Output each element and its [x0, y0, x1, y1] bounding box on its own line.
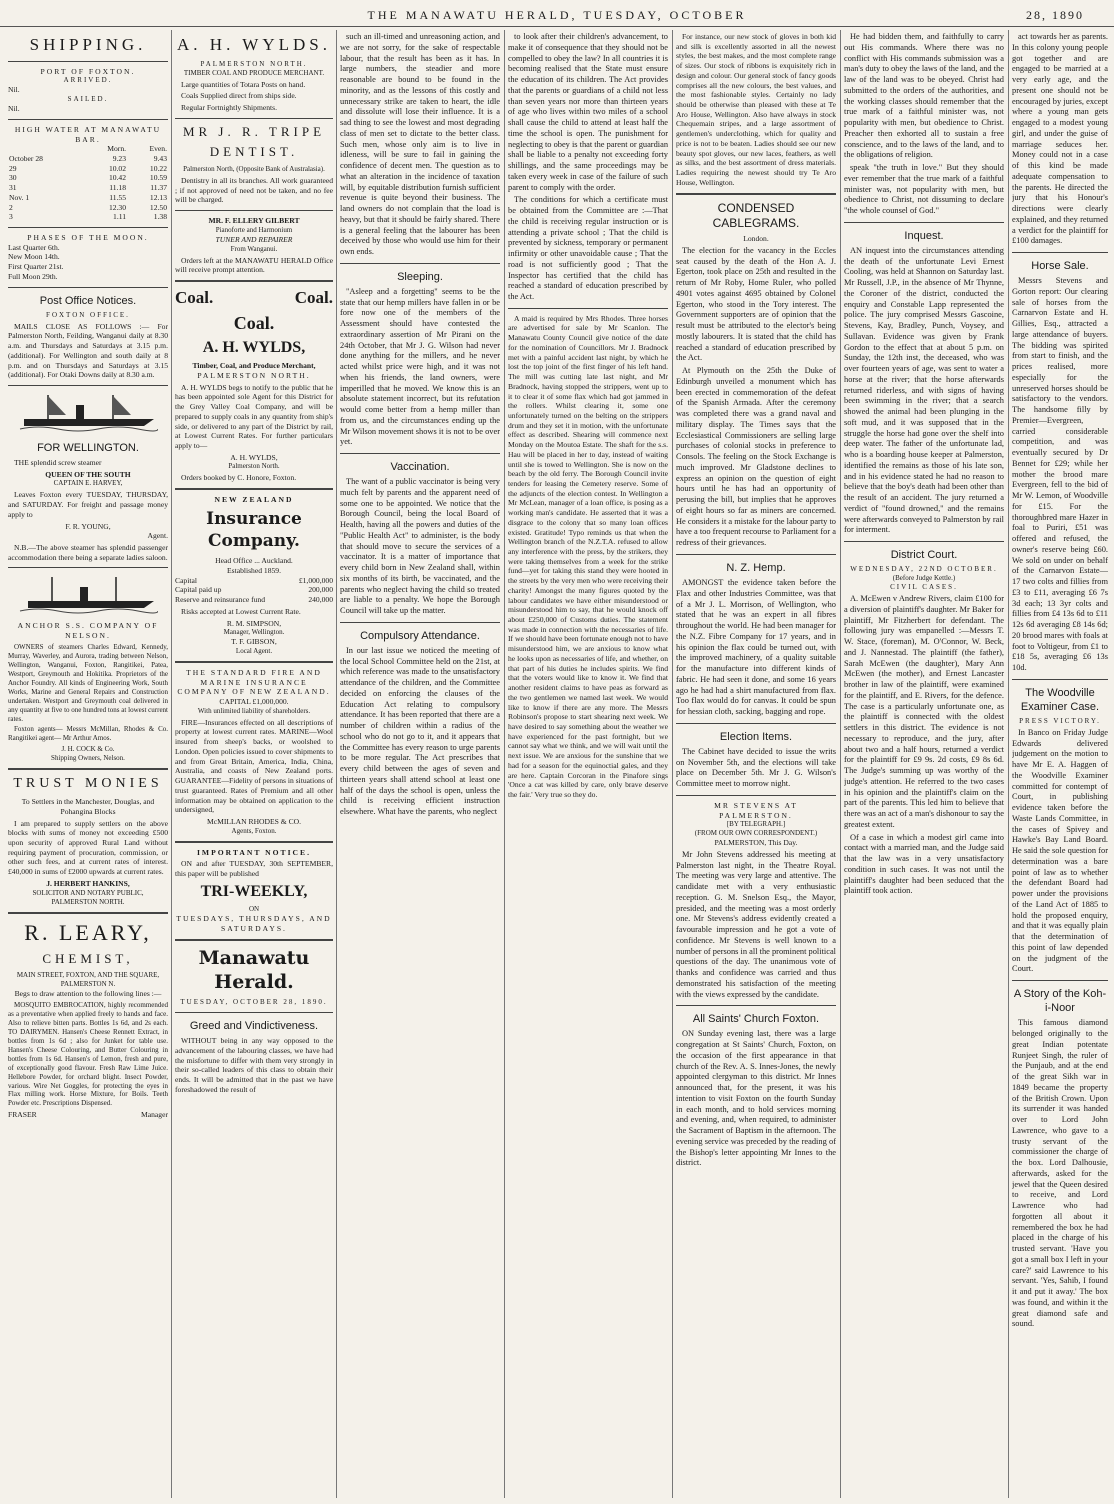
wylds2-place: PALMERSTON NORTH. [197, 370, 311, 380]
column-2 [175, 30, 333, 1500]
moon-title: PHASES OF THE MOON. [27, 233, 149, 242]
tide-header: Even. [149, 144, 167, 154]
tide-even: 12.13 [149, 192, 167, 202]
tide-morn: 11.18 [109, 183, 127, 193]
simpson-role: Manager, Wellington. [223, 628, 285, 637]
wellington-title: FOR WELLINGTON. [37, 441, 139, 454]
tripe-address: Palmerston North, (Opposite Bank of Australasia). [183, 165, 325, 174]
insurance-risks: Risks accepted at Lowest Current Rate. [181, 606, 301, 616]
horse-text: Messrs Stevens and Gorton report: Our clearing sale of horses from the Carnarvon Estate and H. Gillies, Esq., attracted a large attendance of buyers. The bidding was spirited from start to finish, and the prices realised, more especially for the unreserved horses should be satisfactory to the vendors. The handsome filly by Premier—Evergreen, carried considerable competition, and was eventually secured by Dr Bennet for £29; while her mother the brood mare Evergreen, fell to the bid of Mr W. Lemon, of Woodville for £15. For the thoroughbred mare Hazer in foal to Puriri, £51 was offered and refused, the owner's reserve being £60. We sold on under on behalf of the Carnarvon Estate—17 two colts and fillies from £3 to £11, averaging £6 7s 3d each; 13 3yr colts and fillies from £4 13s 6d to £11 12s 6d averaging £8 14s 6d; 20 brood mares with foals at foot to Voltigeur, from £1 to £18 5s, averaging £6 13s 10d. [1012, 276, 1108, 673]
court-before: (Before Judge Kettle.) [892, 574, 956, 583]
anchor-text: OWNERS of steamers Charles Edward, Kennedy, Murray, Waverley, and Aurora, trading between Nelson, Wellington, Wanganui, Foxton, Rangitikei, Patea, Westport, Greymouth and Hokitika. Proprietors of the Anchor Foundry. All kinds of Engineering Work, South Works, Marine and General Repairs and Construction undertaken. Westport and Greymouth coal delivered in any quantity at five to one hundred tons at lowest current rates. [8, 642, 168, 723]
standard-signature: McMILLAN RHODES & CO. [206, 816, 302, 826]
herald-date: TUESDAY, OCTOBER 28, 1890. [180, 998, 328, 1007]
column-4 [508, 30, 668, 1500]
tide-even: 11.37 [150, 183, 167, 193]
compulsory-title: Compulsory Attendance. [360, 629, 480, 642]
herald-title: Manawatu Herald. [198, 946, 310, 993]
article-text: to look after their children's advancement, to make it of consequence that they should not be compelled to obey the law? In all countries it is becoming realised that the State must ensure the education of its children. The Act provides that the parents or guardians of a child not less than seven years nor more than thirteen years of age who lives within two miles of a school shall cause the child to attend at least half the time the school is open. The punishment for neglecting to obey is that the parent or guardian shall be liable to a penalty not exceeding forty shillings, and the same proceedings may be taken every week in case of the failure of such parent to comply with the order. [508, 32, 668, 192]
article-text: He had bidden them, and faithfully to carry out His commands. Where there was no conflict with His commands submission was a man's duty to obey the laws of the land, and the law of the land was to be obeyed. Christ had submitted to the orders of the authorities, and the working classes should remember that the true mark of a faithful minister was, not popularity with men, but obedience to Christ. Preacher then exhorted all to sustain a free conscience, and to the laws of the land, and to the obligations of religion. [844, 32, 1004, 160]
tide-row [8, 212, 168, 222]
notice-text: ON and after TUESDAY, 30th SEPTEMBER, this paper will be published [175, 859, 333, 879]
tide-date: 30 [9, 173, 17, 183]
stevens-dateline: PALMERSTON, This Day. [714, 838, 798, 848]
wylds-text: Large quantities of Totara Posts on hand. [181, 79, 306, 89]
insurance-row-label: Capital paid up [175, 585, 222, 595]
tide-morn: 1.11 [113, 212, 127, 222]
inquest-title: Inquest. [904, 229, 944, 242]
port-title: PORT OF FOXTON. [40, 66, 136, 76]
koh-title: A Story of the Koh-i-Noor [1013, 988, 1107, 1015]
masthead-date: 28, 1890 [1026, 8, 1084, 22]
anchor-title: ANCHOR S.S. COMPANY OF NELSON. [17, 621, 159, 641]
trust-title: TRUST MONIES [13, 776, 163, 792]
tri-weekly: TRI-WEEKLY, [200, 882, 308, 900]
steamer-name: QUEEN OF THE SOUTH [45, 469, 131, 479]
allsaints-title: All Saints' Church Foxton. [692, 1013, 820, 1026]
leary-intro: Begs to draw attention to the following lines :— [14, 989, 162, 999]
tide-morn: 10.02 [108, 163, 127, 173]
arrived-value: Nil. [8, 85, 20, 95]
steamer-schedule: Leaves Foxton every TUESDAY, THURSDAY, and SATURDAY. For freight and passage money apply to [8, 490, 168, 519]
vaccination-text: The want of a public vaccinator is being very much felt by parents and the apparent need of some one to be appointed. We notice that the Borough Council, being the local Board of Health, having all the powers and duties of the "Public Health Act" to administer, is the body that should move to secure the services of a vaccinator. It is a matter of importance that every child born in New Zealand shall, within six months of its birth, be vaccinated, and the parents who neglect having the child so treated are liable to a penalty. We hope the Borough Council will take up the matter. [340, 477, 500, 616]
tide-date: 2 [9, 202, 13, 212]
cable-text: At Plymouth on the 25th the Duke of Edinburgh unveiled a monument which has been erected in commemoration of the defeat of the Spanish Armada. After the ceremony was completed there was a grand naval and military display. The Times says that the Ecclesiastical Commissioners are selling large purchases of colonial stocks in preference to Consols. The feeling on the Stock Exchange is much improved. Mr Gladstone declines to express an opinion on the question of eight hours until he has had an opportunity of perusing the bill, but implies that he approves of eight hours so far as miners are concerned. He considers it a mistake for the labour party to have a too frequent recourse to Parliament for a redress of their grievances. [676, 366, 836, 548]
column-rule [672, 30, 673, 1498]
tide-row [8, 173, 168, 183]
standard-text: FIRE—Insurances effected on all descriptions of property at lowest current rates. MARINE—Wool insured from sheep's backs, or woolshed to London. Open policies issued to cover shipments to and from Great Britain, America, India, China, Australia, and coasts of New Zealand ports. GUARANTEE—Fidelity of persons in situations of trust guaranteed. Rates of Premium and all other information may be obtained on application to the undersigned, [175, 717, 333, 815]
coal-heading: Coal. [294, 287, 333, 307]
hemp-title: N. Z. Hemp. [726, 561, 786, 574]
leary-items: MOSQUITO EMBROCATION, highly recommended as a preventative when applied freely to hands and face. Also to relieve bitten parts. Bottles 1s 6d, and 2s each. TO DAIRYMEN. Hansen's Cheese Rennett Extract, in bottles from 1s 6d ; also for Junket for table use. Hansen's Cheese Colouring, and Butter Colouring in bottles from 1s 6d. Hansen's of Lemon, fresh and pure, of exceptionally good flavour. Fresh Raw Lime Juice. Hellebore Powder, for orchard blight. Insect Powder, various. Wire Net Goggles, for protecting the eyes in Flax milling work. Horse Mixture, for Boils. Teeth Powder etc. Prescriptions Dispensed. [8, 1000, 168, 1108]
agent-label: Agent. [147, 531, 168, 541]
tide-date: 31 [9, 183, 17, 193]
post-office-text: MAILS CLOSE AS FOLLOWS :— For Palmerston North, Feilding, Wanganui daily at 8.30 a.m. and Thursdays and Saturdays at 3.15 p.m. (additional). For Wellington and south daily at 8 p.m. and on Thursdays and Saturdays at 3.15 (additional). For Otaki Downs daily at 8.30 a.m. [8, 321, 168, 380]
standard-signature-role: Agents, Foxton. [231, 826, 277, 835]
simpson-name: R. M. SIMPSON, [226, 618, 282, 628]
stevens-title: MR STEVENS AT PALMERSTON. [714, 800, 798, 820]
court-title: District Court. [890, 549, 958, 562]
leary-name: R. LEARY, [24, 919, 152, 945]
tide-even: 9.43 [153, 153, 167, 163]
gilbert-title: Pianoforte and Harmonium [215, 225, 293, 234]
local-news: A maid is required by Mrs Rhodes. Three horses are advertised for sale by Mr Scanlon. The Manawatu County Council give notice of the date for the nomination of Councillors. Mr J. Bradnock met with a painful accident last night, by which he lost the top joint of the first finger of his left hand. The mill was cutting late last night, and Mr Bradnock, having stopped the strippers, went up to it to clear it of some flax which had got jammed in the rollers. Whilst clearing it, some one unfortunately turned on the belting on the strippers drum and they set it in motion, with the unfortunate effect as described. Shearing will commence next Monday on the Moutoa Estate. The shaft for the s.s. Hau will be placed in her to day, instead of waiting until she is towed to Wellington. She is now on the beach by the old ferry. The Borough Council invite tenders for leasing the Cemetery reserve. Some of the adjuncts of the election contest. In Wellington a Mr McLean, manager of a loan office, is posing as a working man's candidate. He asserted that it was a disgrace to the colony that so many loan offices existed. Gratitude! Typo reminds us that when the Wellington branch of the N.Z.T.A. refused to allow any interference with the press, by the strikers, they were taking themselves from a week for the strike fund—yet for taking this stand they were hooted in the streets by the very men who were receiving their charity! Amongst the many figures quoted by the labour candidates we have either misunderstood or misunderstood him to say, that he would knock off about £250,000 of Customs duties. The statement was made in connection with the necessaries of life. If we should have been fortunate enough not to have misunderstood him, we are anxious to know what he looks upon as necessaries of life, and whether, on that part of his duties he includes spirits. We find that the voters would like to know it. We find that another resident claims to have peas as forward as the two gentlemen we named last week. We would like to know if there are any more. The Messrs Robinson's propose to start shearing next week. We have desired to say something about the weather we have experienced for the past fortnight, but we cannot say what we think, and we will wait until the next issue. We are anxious for the sunshine that we had for a season for the equinoctial gales, and they are here. Captain Corcoran in the Pinafore sings 'Once a cat was killed by care, only brave deserve the fair.' Very true so they do. [508, 313, 668, 799]
anchor-signature: J. H. COCK & Co. [61, 745, 115, 754]
arrived-label: ARRIVED. [63, 76, 113, 85]
column-6 [844, 30, 1004, 1500]
insurance-row-value: 200,000 [308, 585, 333, 595]
notice-days: TUESDAYS, THURSDAYS, AND SATURDAYS. [176, 914, 332, 933]
cable-text: The election for the vacancy in the Eccles seat caused by the death of the Hon A. J. Egerton, took place on 25th and resulted in the return of Mr Roby, Home Ruler, who polled 4901 votes against 4695 obtained by Colonel Egerton, who stood in the Tory interest. The Government supporters are of opinion that the result must be attributed to the elector's being mostly labourers. It is stated that the child has reached a standard of education prescribed by the Act. [676, 245, 836, 363]
steamer-text: THE splendid screw steamer [14, 458, 102, 468]
wylds2-signature: A. H. WYLDS, [230, 452, 278, 462]
gilbert-trade: TUNER AND REPAIRER [215, 234, 293, 244]
article-text: The conditions for which a certificate must be obtained from the Committee are :—That the child is receiving regular instruction or is attending a private school ; That the child is prevented by sickness, temporary or permanent infirmity or other unavoidable cause ; That the road is not sufficiently good ; That the Inspector has certified that the child has reached a standard of education prescribed by the Act. [508, 195, 668, 301]
tide-morn: 10.42 [108, 173, 127, 183]
hankins-place: PALMERSTON NORTH. [51, 897, 125, 906]
coal-heading: Coal. [175, 287, 214, 307]
moon-phase: Last Quarter 6th. [8, 242, 60, 252]
insurance-row [175, 595, 333, 605]
gilbert-from: From Wanganui. [230, 244, 278, 253]
tide-date: 29 [9, 163, 17, 173]
tide-morn: 9.23 [112, 153, 127, 163]
wylds-text: Regular Fortnightly Shipments. [181, 103, 277, 113]
insurance-row-label: Reserve and reinsurance fund [175, 595, 266, 605]
trust-sub: To Settlers in the Manchester, Douglas, and Pohangina Blocks [21, 797, 155, 816]
steamer-note: N.B.—The above steamer has splendid passenger accommodation there being a separate ladies saloon. [8, 543, 168, 562]
trust-text: I am prepared to supply settlers on the above blocks with sums of money not exceeding £500 upon security of approved Rural Land without requiring payment of procuration, commission, or other such fees, and at current rates of interest. £40,000 in sums of £2000 upwards at current rates. [8, 818, 168, 877]
vaccination-title: Vaccination. [390, 461, 450, 474]
greed-text: WITHOUT being in any way opposed to the advancement of the labouring classes, we have had the misfortune to differ with them very strongly in their so-called leaders of this class to obtain their ends. It will be admitted that in the past we have foreshadowed the result of [175, 1036, 333, 1094]
notice-on: ON [248, 905, 260, 914]
shipping-title: SHIPPING. [29, 35, 147, 54]
wylds2-signature-place: Palmerston North. [228, 462, 280, 471]
wylds-trade: TIMBER COAL AND PRODUCE MERCHANT. [183, 68, 325, 77]
leary-title: CHEMIST, [42, 950, 134, 966]
tide-date: Nov. 1 [9, 192, 30, 202]
column-rule [840, 30, 841, 1498]
woodville-text: In Banco on Friday Judge Edwards delivered judgement on the motion to have Mr E. A. Haggen of the Woodville Examiner committed for contempt of Court, in publishing evidence taken before the Waste Lands Committee, in the cases of Spivey and Hawke's Bay Land Board. He said the sole question for determination was a bare point of law as to whether the defendant Board had power under the provisions of the Land Act of 1885 to hold the proposed enquiry, and that it was equally plain that the determination of this point of law depended on the judgment of the Court. [1012, 727, 1108, 974]
tripe-title: DENTIST. [209, 144, 299, 160]
wylds-text: Coals Supplied direct from ships side. [181, 91, 297, 101]
insurance-row-value: 240,000 [308, 595, 333, 605]
moon-phase: New Moon 14th. [8, 252, 60, 262]
cable-title: CONDENSED CABLEGRAMS. [712, 200, 800, 230]
election-text: The Cabinet have decided to issue the writs on November 5th, and the elections will take place on December 5th. Mr J. G. Wilson's Committee meet to morrow night. [676, 746, 836, 789]
moon-phase: First Quarter 21st. [8, 262, 64, 272]
tide-date: October 28 [9, 153, 43, 163]
tide-row [8, 193, 168, 203]
tide-table [8, 144, 168, 222]
court-date: WEDNESDAY, 22ND OCTOBER. [850, 565, 998, 574]
steamer-icon [18, 391, 158, 435]
tripe-text: Dentistry in all its branches. All work guaranteed ; if not approved of need not be taken, and no fee will be charged. [175, 176, 333, 205]
agent-name: F. R. YOUNG, [65, 521, 111, 531]
insurance-row-label: Capital [175, 575, 197, 585]
insurance-office: Head Office ... Auckland. [215, 556, 293, 566]
article-text: speak "the truth in love." But they should ever remember that the true mark of a faithful minister was, not popularity with men, but obedience to Christ, not dissuming to declare "the whole counsel of God." [844, 163, 1004, 215]
tide-row [8, 164, 168, 174]
wylds2-name: A. H. WYLDS, [202, 338, 306, 356]
anchor-agents: Foxton agents— Messrs McMillan, Rhodes & Co. Rangitikei agent— Mr Arthur Amos. [8, 725, 168, 743]
standard-liability: With unlimited liability of shareholders. [197, 706, 311, 715]
election-title: Election Items. [719, 730, 793, 743]
post-office-title: Post Office Notices. [39, 294, 137, 307]
standard-capital: CAPITAL £1,000,000. [219, 697, 289, 707]
wylds2-text: A. H. WYLDS begs to notify to the public that he has been appointed sole Agent for this District for the Grey Valley Coal Company, and will be prepared to supply coals in any quantity from ship's side, or delivered to any part of the District by rail, at Lowest Current Rates. For further particulars apply to— [175, 382, 333, 450]
sailed-value: Nil. [8, 104, 20, 114]
column-7 [1012, 30, 1108, 1500]
tide-date: 3 [9, 212, 13, 222]
tide-title: HIGH WATER AT MANAWATU BAR. [14, 124, 162, 144]
gibson-role: Local Agent. [235, 646, 273, 655]
stevens-from: (FROM OUR OWN CORRESPONDENT.) [694, 829, 818, 838]
te-aro-text: For instance, our new stock of gloves in both kid and silk is excellently assorted in all the newest styles, the best makes, and the most complete range of sizes. Our stock of ribbons is exquisitely rich in design and colour. Our general stock of fancy goods comprises all the new colours, the best values, and the most fashionable styles. Certainly no lady should be otherwise than pleased with these at Te Aro House, Wellington. Also have always in stock Chequemain stripes, and a large assortment of gentlemen's underclothing, which for quality and price is not to be beaten. Ladies should see our new beauty spot gloves, our new laces, feathers, as well as silks, and the best assortment of dress materials. Ladies requiring the newest should try Te Aro House, Wellington. [676, 32, 836, 187]
gilbert-text: Orders left at the MANAWATU HERALD Office will receive prompt attention. [175, 255, 333, 275]
moon-phase: Full Moon 29th. [8, 271, 58, 281]
greed-title: Greed and Vindictiveness. [189, 1020, 319, 1033]
column-rule [504, 30, 505, 1498]
cable-sub: London. [743, 234, 769, 244]
tide-header [8, 144, 83, 154]
column-1 [8, 30, 168, 1500]
insurance-row [175, 585, 333, 595]
insurance-title: Insurance Company. [206, 508, 302, 551]
column-rule [336, 30, 337, 1498]
inquest-text: AN inquest into the circumstances attending the death of the unfortunate Levi Ernest Cooling, was held at Shannon on Saturday last. Mr Russell, J.P., in the absence of Mr Thynne, the Coroner of the district, conducted the enquiry and Constable Lapp represented the police. The jury comprised Messrs Gascoine, Stevens, Kay, Bradley, Punch, Voysey, and Sullavan. Evidence was given by Frank Gordon to the effect that at about 5 p.m. on Sunday, the 12th inst, the deceased, who was over fourteen years of age, was sent to water a horse at the river; that the horse afterwards returned riderless, and with signs of having been swimming in the river; that a search showed the animal had been plunging in the soft mud, and it was supposed that in the struggle the horse had gone over the shelf into deep water. The father of the unfortunate lad, who is a boarding house keeper at Palmerston, identified the remains as those of his late son, and in his evidence stated he had no reason to believe that the boy's death had been other than the result of an accident. The jury returned a verdict of "found drowned," and the remains were afterwards conveyed to Palmerston by rail for interment. [844, 245, 1004, 535]
wylds2-orders: Orders booked by C. Honore, Foxton. [181, 473, 297, 483]
sailed-label: SAILED. [67, 95, 109, 104]
tide-header-row [8, 144, 168, 154]
gibson-name: T. F. GIBSON, [231, 637, 277, 647]
court-civil: CIVIL CASES. [890, 583, 958, 592]
woodville-sub: PRESS VICTORY. [1019, 716, 1101, 725]
tide-even: 12.50 [149, 202, 167, 212]
woodville-title: The Woodville Examiner Case. [1020, 686, 1100, 713]
steamer-icon [18, 573, 158, 617]
court-text: A. McEwen v Andrew Rivers, claim £100 for a diversion of plaintiff's daughter. Mr Baker for plaintiff, Mr Fitzherbert for defendant. The following jury was empanelled :—Messrs T. W. Stace, (foreman), M. O'Connor, W. Beck, and J. Nannestad. The plaintiff (the father), Sarah McEwen (the daughter), Mary Ann McEwen (the mother), and Ernest Lancaster brother in law of the plaintiff, were examined for the plaintiff, and E. Rivers, for the defence. The case is a particularly unfortunate one, as the plaintiff is connected with the oldest settlers in this district. The evidence is not necessary to reproduce, and the jury, after about two and a half hours, returned a verdict for the plaintiff for £9 9s. 2d costs, £9 8s 6d. The Judge's summing up was worthy of the judge's attention. He referred to the two cases in his opinion and the plaintiff's claim on the part of the parents. This led him to believe that there was an act of a man's dishonour to say the greatest extent. [844, 594, 1004, 829]
steamer-captain: CAPTAIN E. HARVEY, [53, 479, 123, 488]
tide-header: Morn. [107, 144, 127, 154]
article-text: such an ill-timed and unreasoning action, and we are not sorry, for the sake of respectable labour, that the result has been as it has. In large numbers, the steadier and more reasonable are bound to be found in the minority, and as the lessons of this costly and unnecessary strike are taken to heart, the idle and dissolute will lose their influence. It is a sad thing to see the lowest and most degrading class of men set to dictate to the better class. Such men, whose only aim is to live in idleness, will be sure to fail in gaining the confidence of decent men. The question as to what an alteration in the incidence of taxation will, by equitable distribution furnish sufficient revenue is quite beyond their business. The land owners do not complain that the load is heavy, but that it should be fairly shared. There is a general feeling that the labourer has been deceived by those who would use him for their own ends. [340, 32, 500, 256]
gilbert-name: MR. F. ELLERY GILBERT [208, 216, 300, 226]
koh-text: This famous diamond belonged originally to the great Indian potentate Runjeet Singh, the ruler of the Punjaub, and at the end of the great Sikh war in 1849 became the property of the British Crown. Upon its surrender it was handed over to Lord John Lawrence, who gave to a trusty servant of the commissioner the charge of the box. Lord Dalhousie, afterwards, asked for the jewel that the Queen desired to receive, and Lord Lawrence who had forgotten all about it remembered the box he had placed in the charge of his trusted servant. 'Have you got a small box I left in your care?' said Lawrence to his servant. 'Yes, Sahib, I found it and put it away.' The box was found, and within it the great diamond safe and sound. [1012, 1018, 1108, 1329]
hemp-text: AMONGST the evidence taken before the Flax and other Industries Committee, was that of a Mr J. L. Morrison, of Wellington, who stated that he was an expert in all fibres throughout the world. He had been manager for the N.Z. Fibre Company for 17 years, and in his opinion the flax could be turned out, with the improved machinery, of a quality suitable for the manufacture into different kinds of fabric. He had seen it done, and some 16 years ago he had had a shirt manufactured from flax. Too flax would do for canvas. It could be spun for hessian cloth, sacking, bagging and rope. [676, 578, 836, 717]
article-text: act towards her as parents. In this colony young people got together and are engaged to be married at a very early age, and the present one should not be encouraged by juries, except where a young man gets engaged to a modest young girl, and under the guise of marriage seduces her. Money could not in a case of this kind be made adequate compensation to the parents. He directed the jury that his Honour's directions were clearly explained, and they returned a verdict for the plaintiff for £100 damages. [1012, 32, 1108, 246]
tide-row [8, 154, 168, 164]
leary-address: MAIN STREET, FOXTON, AND THE SQUARE, PALMERSTON N. [16, 971, 160, 989]
tripe-name: MR J. R. TRIPE [182, 123, 326, 139]
horse-title: Horse Sale. [1031, 260, 1089, 272]
tide-even: 10.59 [149, 173, 167, 183]
masthead [0, 4, 1114, 27]
column-5 [676, 30, 836, 1500]
wylds-name: A. H. WYLDS. [177, 35, 331, 54]
standard-title: THE STANDARD FIRE AND MARINE INSURANCE COMPANY OF NEW ZEALAND. [177, 667, 331, 697]
stevens-by: [BY TELEGRAPH.] [726, 820, 786, 829]
sleeping-text: "Asleep and a forgetting" seems to be the state that our hemp millers have fallen in or be fore now one of the members of the Assessment should have contested the extraordinary assertion of Mr Pirani on the 24th October, that Mr J. G. Wilson had never done anything for the millers, and he never acted whilst price were high, and it was not when his friends, the land owners, were imperilled that he moved. We know this is an absolute statement incorrect, but its refutation would come better from a hemp miller than from us, and the circumstances ending up the Mr Wilson movement shows it is not to be over yet. [340, 286, 500, 447]
tide-row [8, 203, 168, 213]
coal-heading: Coal. [233, 312, 275, 333]
column-rule [171, 30, 172, 1498]
tide-even: 1.38 [153, 212, 167, 222]
fraser-label: FRASER [8, 1110, 37, 1120]
anchor-signature-role: Shipping Owners, Nelson. [51, 754, 125, 763]
court-text: Of a case in which a modest girl came into contact with a married man, and the Judge said that the law was in a very unsatisfactory condition in such cases. It was not until the plaintiff's daughter had been seduced that the plaintiff took action. [844, 832, 1004, 896]
hankins-name: J. HERBERT HANKINS, [46, 878, 130, 888]
fraser-role: Manager [141, 1110, 168, 1120]
column-3 [340, 30, 500, 1500]
notice-title: IMPORTANT NOTICE. [196, 847, 312, 857]
tide-morn: 12.30 [108, 202, 127, 212]
allsaints-text: ON Sunday evening last, there was a large congregation at St Saints' Church, Foxton, on the occasion of the first appearance in that church of the Rev. A. S. Innes-Jones, the newly appointed clergyman to this district. Mr Innes announced that, for the present, it was his intention to visit Foxton on the fourth Sunday in each month, and to hold services morning and evening, and, when required, to administer the Sacrament of Baptism in the afternoon. The evening service was preceded by the reading of the Bishop's letter appointing Mr Innes to the district. [676, 1029, 836, 1168]
masthead-title: THE MANAWATU HERALD, TUESDAY, OCTOBER [367, 8, 747, 22]
compulsory-text: In our last issue we noticed the meeting of the local School Committee held on the 21st, at which reference was made to the unsatisfactory attendance of the children, and the Committee decided on enforcing the clauses of the Education Act relating to compulsory attendance. It has been reported that there are a number of children within a radius of the school who do not go to it, and it appears that the Committee has every reason to urge parents to be more regular. The Act prescribes that every child between the ages of seven and thirteen years shall attend school at least one half of the days the school is open, unless the child is receiving efficient instruction elsewhere. What have the parents, who neglect [340, 645, 500, 817]
insurance-established: Established 1859. [227, 566, 281, 575]
tide-even: 10.22 [149, 163, 167, 173]
tide-morn: 11.55 [109, 192, 127, 202]
wylds2-trade: Timber, Coal, and Produce Merchant, [192, 361, 316, 371]
insurance-head: NEW ZEALAND [214, 495, 294, 505]
sleeping-title: Sleeping. [397, 270, 443, 283]
insurance-row-value: £1,000,000 [298, 575, 333, 585]
insurance-row [175, 576, 333, 586]
column-rule [1008, 30, 1009, 1498]
wylds-place: PALMERSTON NORTH. [200, 59, 308, 68]
tide-row [8, 183, 168, 193]
stevens-text: Mr John Stevens addressed his meeting at Palmerston last night, in the Theatre Royal. The meeting was very large and attentive. The candidate met with a very enthusiastic reception. G. M. Snelson Esq., the Mayor, presided, and the meeting was a most orderly one. Mr Stevens's address evidently created a favourable impression and he got a vote of confidence. Mr Stevens is well known to a number of persons in all the prominent political questions of the day. The unanimous vote of thanks and confidence was carried and thus demonstrated his satisfaction of the meeting with the views expressed by the candidate. [676, 849, 836, 999]
hankins-title: SOLICITOR AND NOTARY PUBLIC, [32, 888, 144, 897]
post-office-sub: FOXTON OFFICE. [46, 310, 130, 319]
